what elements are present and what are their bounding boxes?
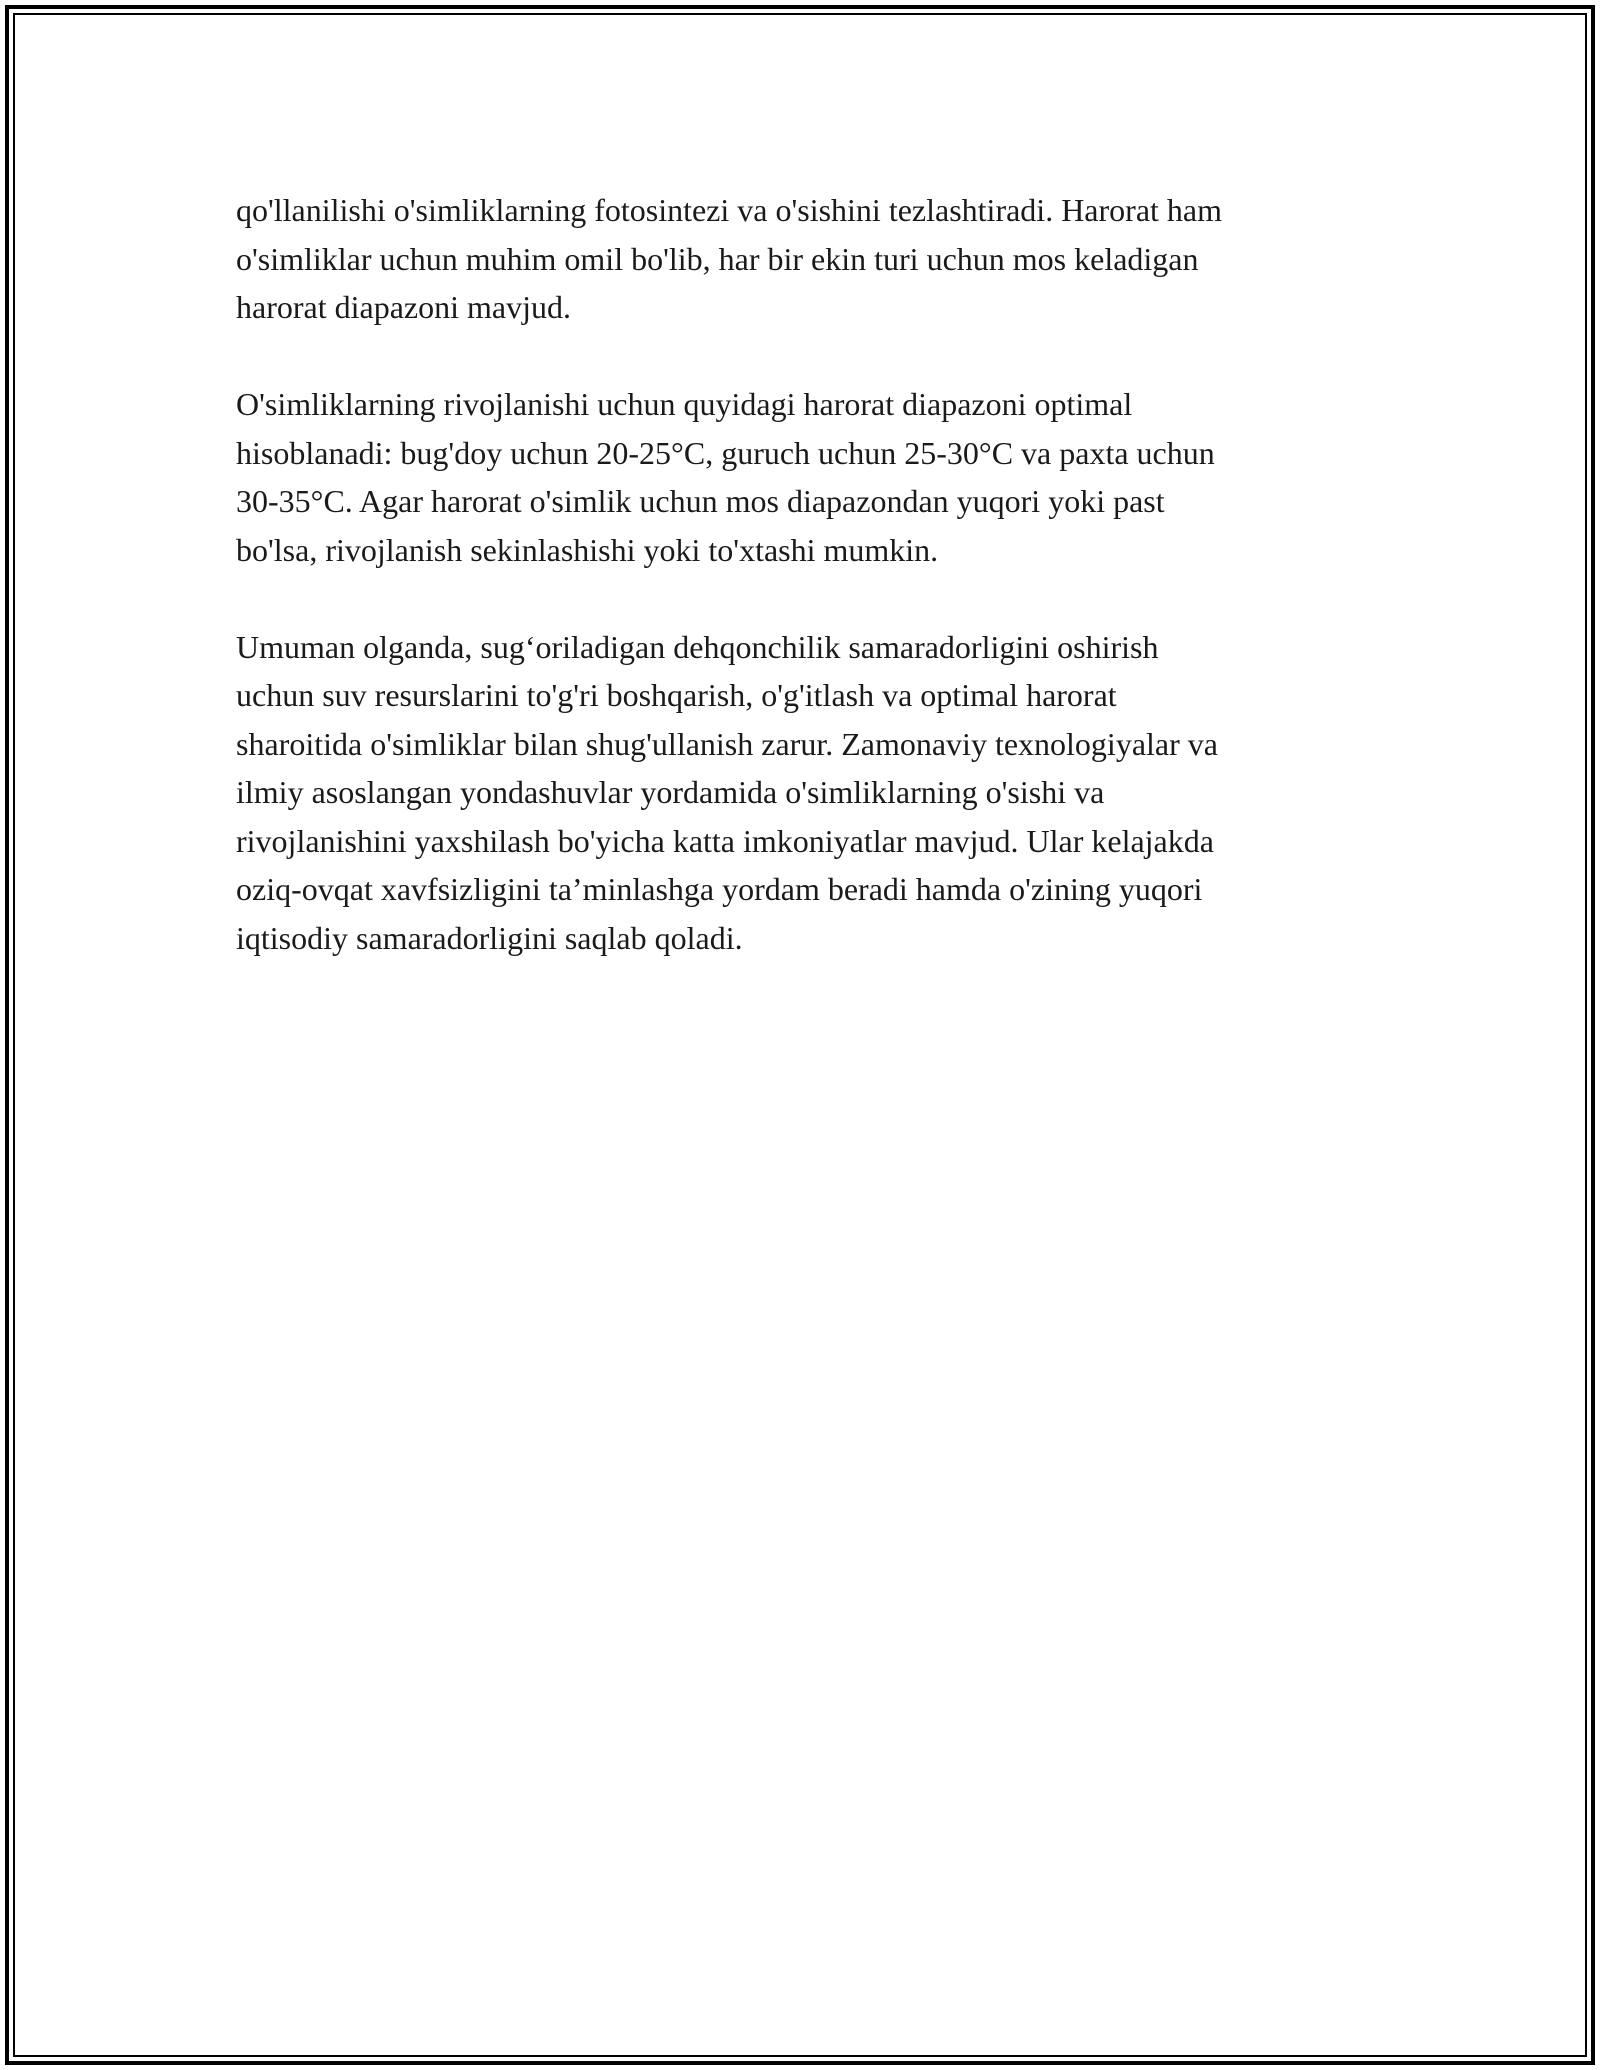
paragraph-1: qo'llanilishi o'simliklarning fotosintezi va o'sishini tezlashtiradi. Harorat ham o'simliklar uchun muhim omil bo'lib, har bir ekin turi uchun mos keladigan harorat diapazoni mavjud. (236, 192, 1222, 325)
paragraph-3: Umuman olganda, sug‘oriladigan dehqonchilik samaradorligini oshirish uchun suv resurslarini to'g'ri boshqarish, o'g'itlash va optimal harorat sharoitida o'simliklar bilan shug'ullanish zarur. Zamonaviy texnologiyalar va ilmiy asoslangan yondashuvlar yordamida o'simliklarning o'sishi va rivojlanishini yaxshilash bo'yicha katta imkoniyatlar mavjud. Ular kelajakda oziq-ovqat xavfsizligini ta’minlashga yordam beradi hamda o'zining yuqori iqtisodiy samaradorligini saqlab qoladi. (236, 628, 1218, 956)
document-body (236, 186, 1396, 1011)
paragraph-2: O'simliklarning rivojlanishi uchun quyidagi harorat diapazoni optimal hisoblanadi: bug'doy uchun 20-25°C, guruch uchun 25-30°C va paxta uchun 30-35°C. Agar harorat o'simlik uchun mos diapazondan yuqori yoki past bo'lsa, rivojlanish sekinlashishi yoki to'xtashi mumkin. (236, 386, 1215, 568)
